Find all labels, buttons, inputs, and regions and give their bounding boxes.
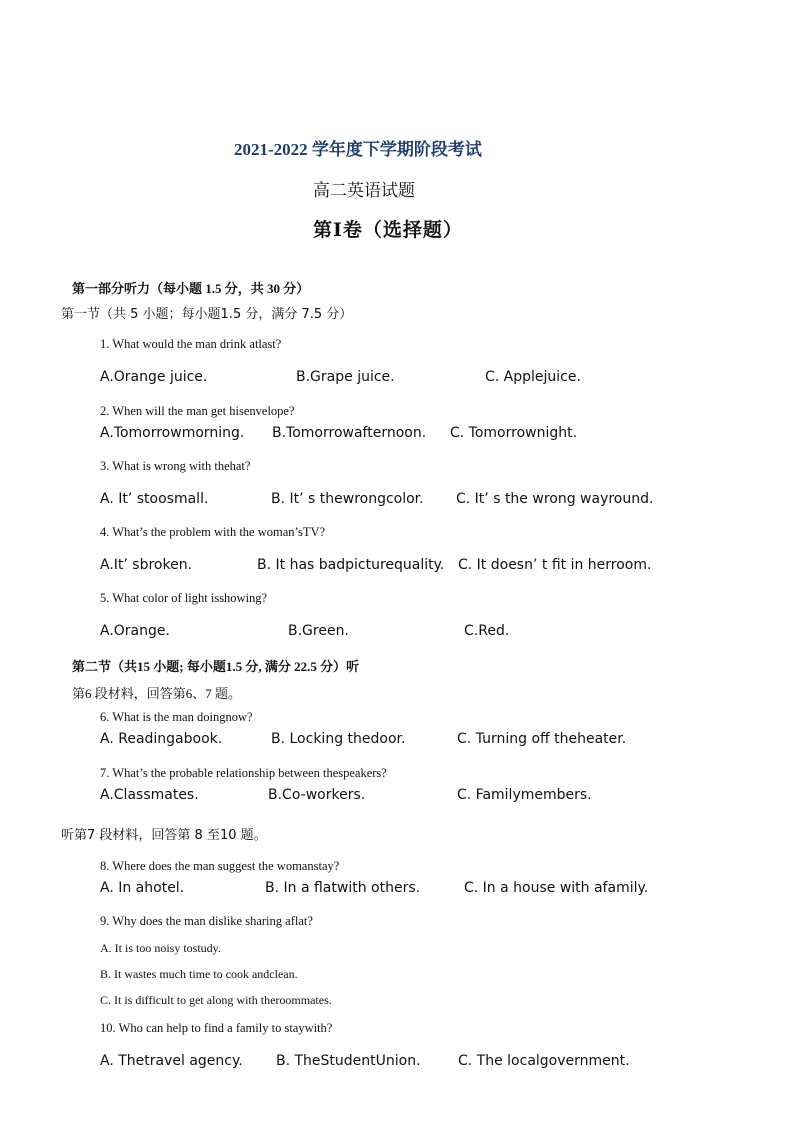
q10-option-c: C. The localgovernment.: [458, 1053, 630, 1069]
question-1: 1. What would the man drink atlast?: [100, 337, 282, 351]
volume-heading: 第Ⅰ卷（选择题）: [313, 220, 463, 241]
material-6-instruction: 第6 段材料，回答第6、7 题。: [72, 686, 242, 701]
q2-option-c: C. Tomorrownight.: [450, 425, 578, 441]
q8-option-a: A. In ahotel.: [100, 880, 185, 896]
question-2: 2. When will the man get hisenvelope?: [100, 404, 295, 418]
exam-subtitle: 高二英语试题: [313, 181, 415, 200]
q3-option-a: A. It’ stoosmall.: [100, 491, 209, 507]
part1-heading: 第一部分听力（每小题 1.5 分，共 30 分）: [72, 281, 310, 296]
q6-option-b: B. Locking thedoor.: [271, 731, 406, 747]
question-9: 9. Why does the man dislike sharing aflat?: [100, 914, 313, 928]
q1-option-c: C. Applejuice.: [485, 369, 581, 385]
q4-option-b: B. It has badpicturequality.: [257, 557, 445, 573]
q3-option-b: B. It’ s thewrongcolor.: [271, 491, 424, 507]
question-6: 6. What is the man doingnow?: [100, 710, 253, 724]
q9-option-a: A. It is too noisy tostudy.: [100, 941, 221, 955]
q1-option-b: B.Grape juice.: [296, 369, 395, 385]
q10-option-a: A. Thetravel agency.: [100, 1053, 243, 1069]
exam-title: 2021-2022 学年度下学期阶段考试: [234, 140, 482, 159]
question-5: 5. What color of light isshowing?: [100, 591, 268, 605]
question-10: 10. Who can help to find a family to staywith?: [100, 1021, 333, 1035]
q9-option-b: B. It wastes much time to cook andclean.: [100, 967, 298, 981]
question-8: 8. Where does the man suggest the womanstay?: [100, 859, 340, 873]
question-4: 4. What’s the problem with the woman’sTV?: [100, 525, 326, 539]
q10-option-b: B. TheStudentUnion.: [276, 1053, 421, 1069]
q6-option-a: A. Readingabook.: [100, 731, 223, 747]
q7-option-b: B.Co-workers.: [268, 787, 366, 803]
q8-option-c: C. In a house with afamily.: [464, 880, 649, 896]
q4-option-a: A.It’ sbroken.: [100, 557, 193, 573]
q6-option-c: C. Turning off theheater.: [457, 731, 627, 747]
question-7: 7. What’s the probable relationship between thespeakers?: [100, 766, 387, 780]
q8-option-b: B. In a flatwith others.: [265, 880, 421, 896]
section2-heading: 第二节（共15 小题; 每小题1.5 分, 满分 22.5 分）听: [72, 659, 360, 674]
q7-option-a: A.Classmates.: [100, 787, 199, 803]
q3-option-c: C. It’ s the wrong wayround.: [456, 491, 654, 507]
q2-option-b: B.Tomorrowafternoon.: [272, 425, 427, 441]
q5-option-a: A.Orange.: [100, 623, 170, 639]
q1-option-a: A.Orange juice.: [100, 369, 208, 385]
question-3: 3. What is wrong with thehat?: [100, 459, 251, 473]
q9-option-c: C. It is difficult to get along with theroommates.: [100, 993, 332, 1007]
material-7-instruction: 听第7 段材料，回答第 8 至10 题。: [61, 828, 267, 843]
q5-option-b: B.Green.: [288, 623, 349, 639]
q2-option-a: A.Tomorrowmorning.: [100, 425, 245, 441]
section1-heading: 第一节（共 5 小题；每小题1.5 分，满分 7.5 分）: [61, 307, 353, 322]
q7-option-c: C. Familymembers.: [457, 787, 592, 803]
q4-option-c: C. It doesn’ t fit in herroom.: [458, 557, 652, 573]
q5-option-c: C.Red.: [464, 623, 510, 639]
